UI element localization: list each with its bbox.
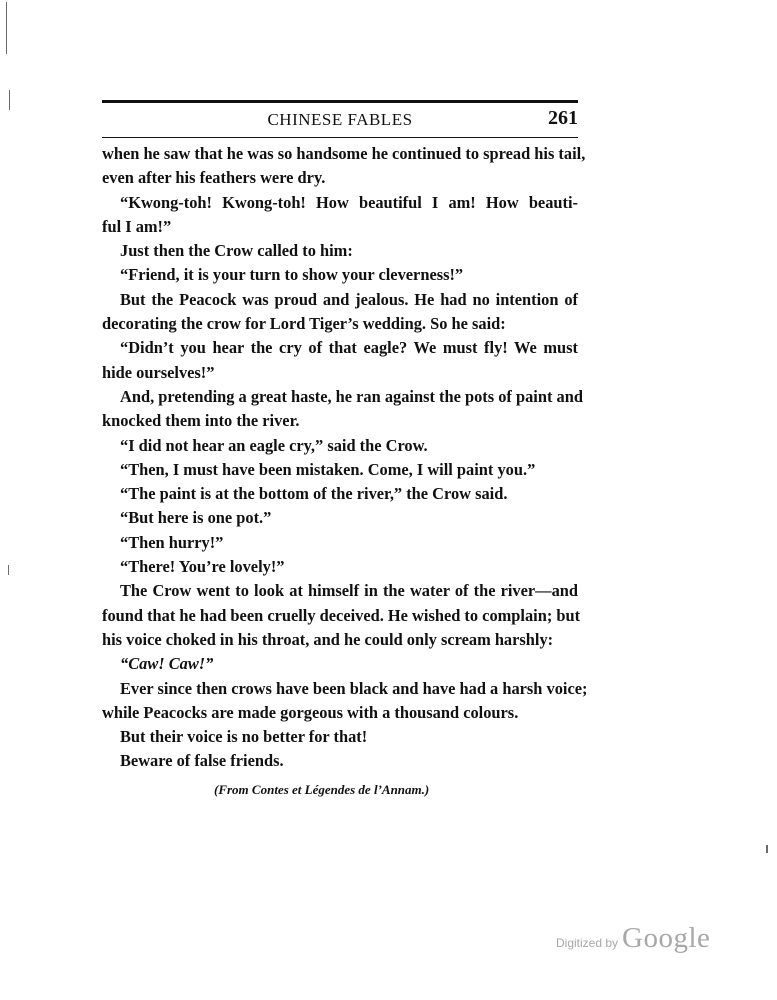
text-line: hide ourselves!” (102, 362, 215, 382)
text-line: ful I am!” (102, 216, 172, 236)
text-line: “Friend, it is your turn to show your cleverness!” (120, 265, 464, 285)
page-header (102, 103, 578, 137)
text-line: “Then, I must have been mistaken. Come, I will paint you.” (120, 459, 536, 479)
text-line: decorating the crow for Lord Tiger’s wedding. So he said: (102, 314, 506, 334)
text-line: But their voice is no better for that! (120, 727, 368, 747)
text-line: But the Peacock was proud and jealous. He had no intention of (120, 289, 578, 309)
text-line: “Kwong-toh! Kwong-toh! How beautiful I am! How beauti- (120, 192, 578, 212)
running-head: CHINESE FABLES (267, 110, 413, 129)
text-line: The Crow went to look at himself in the water of the river—and (120, 581, 578, 601)
text-line: “But here is one pot.” (120, 508, 272, 528)
text-line: even after his feathers were dry. (102, 168, 326, 188)
text-line: Just then the Crow called to him: (120, 241, 353, 261)
scan-edge-mark (8, 565, 9, 575)
scan-edge-mark (9, 90, 10, 110)
source-citation: (From Contes et Légendes de l’Annam.) (214, 781, 430, 797)
page-number: 261 (548, 107, 578, 129)
text-line: “Then hurry!” (120, 532, 224, 552)
text-line: And, pretending a great haste, he ran against the pots of paint and (120, 386, 583, 406)
google-logo: Google (622, 922, 711, 954)
digitized-by-label: Digitized by (556, 936, 619, 950)
text-line: “I did not hear an eagle cry,” said the Crow. (120, 435, 428, 455)
text-line: Beware of false friends. (120, 751, 284, 771)
text-line: knocked them into the river. (102, 411, 300, 431)
text-line: while Peacocks are made gorgeous with a thousand colours. (102, 702, 519, 722)
fable-text (102, 142, 588, 774)
text-line: found that he had been cruelly deceived. He wished to complain; but (102, 605, 581, 625)
header-bottom-rule (102, 137, 578, 138)
text-line: “There! You’re lovely!” (120, 557, 285, 577)
text-line: “Didn’t you hear the cry of that eagle? We must fly! We must (120, 338, 578, 358)
google-watermark (556, 922, 710, 955)
text-line: his voice choked in his throat, and he could only scream harshly: (102, 629, 554, 649)
text-line: when he saw that he was so handsome he continued to spread his tail, (102, 144, 586, 163)
scan-edge-mark (6, 2, 7, 54)
scan-edge-mark (766, 845, 768, 853)
text-line: “The paint is at the bottom of the river,” the Crow said. (120, 484, 508, 504)
text-line: Ever since then crows have been black and have had a harsh voice; (120, 678, 588, 698)
book-page (102, 100, 588, 798)
text-line: “Caw! Caw!” (120, 654, 214, 674)
